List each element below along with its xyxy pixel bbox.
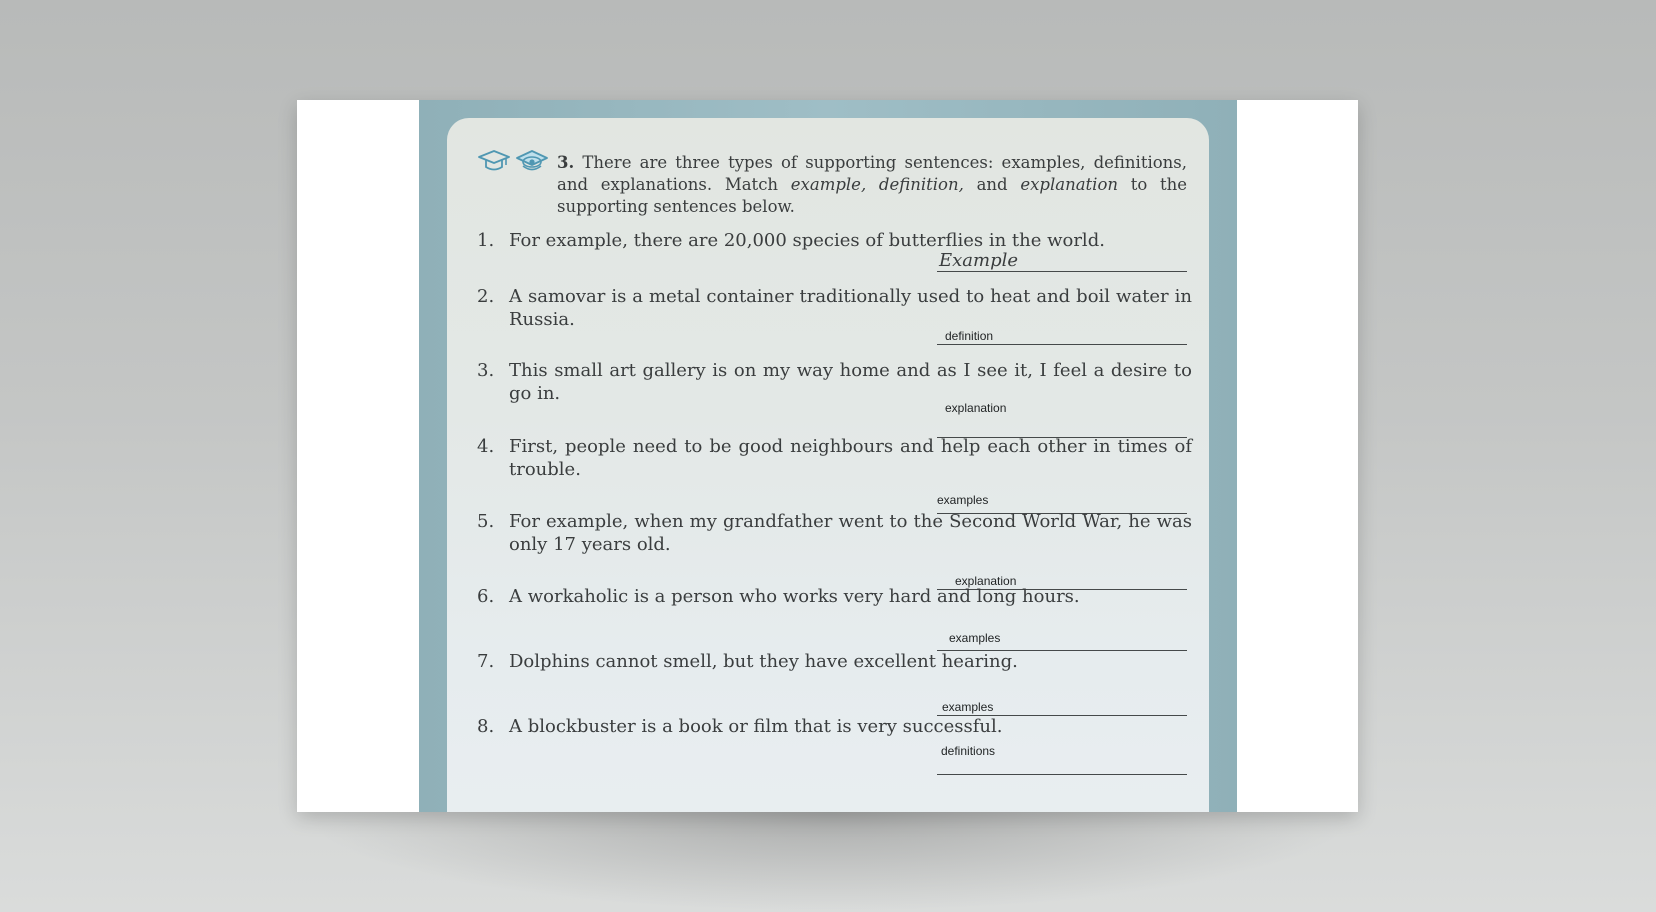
answer-text: examples (942, 700, 994, 714)
item-sentence: A workaholic is a person who works very hard and long hours. (509, 586, 1080, 607)
item-sentence: For example, there are 20,000 species of butterflies in the world. (509, 230, 1105, 251)
answer-text: examples (949, 631, 1001, 645)
item-sentence: For example, when my grandfather went to the Second World War, he was only 17 years old. (509, 511, 1192, 555)
list-item (477, 230, 1192, 253)
answer-line[interactable] (937, 738, 1187, 775)
exercise-number: 3. (557, 153, 575, 172)
item-number: 4. (477, 436, 495, 457)
item-sentence: First, people need to be good neighbours and help each other in times of trouble. (509, 436, 1192, 480)
item-number: 1. (477, 230, 495, 251)
list-item (477, 586, 1192, 609)
item-sentence: A blockbuster is a book or film that is very successful. (509, 716, 1003, 737)
graduation-cap-icon (477, 148, 511, 174)
term-definition: definition, (878, 175, 964, 194)
answer-line[interactable] (937, 695, 1187, 716)
viewer-shadow (300, 812, 1360, 912)
instruction-text-end: to the supporting sentences below. (557, 175, 1188, 216)
answer-line[interactable] (937, 630, 1187, 651)
image-viewer-frame (297, 100, 1358, 812)
textbook-photo (419, 100, 1237, 812)
item-sentence: This small art gallery is on my way home and as I see it, I feel a desire to go in. (509, 360, 1192, 404)
answer-line[interactable] (937, 399, 1187, 438)
item-number: 3. (477, 360, 495, 381)
item-number: 6. (477, 586, 495, 607)
answer-text: definitions (941, 744, 996, 758)
exercise-icons (477, 148, 557, 174)
textbook-page (447, 118, 1209, 812)
instruction-text: There are three types of supporting sentences: examples, definitions, and explanations. Match (557, 153, 1188, 194)
item-number: 7. (477, 651, 495, 672)
answer-line[interactable] (937, 324, 1187, 345)
answer-text: Example (939, 250, 1019, 271)
instruction-and: and (976, 175, 1008, 194)
list-item (477, 511, 1192, 556)
item-sentence: A samovar is a metal container traditionally used to heat and boil water in Russia. (509, 286, 1192, 330)
list-item (477, 651, 1192, 674)
term-example: example, (790, 175, 867, 194)
item-number: 2. (477, 286, 495, 307)
answer-text: definition (945, 329, 994, 343)
answer-line[interactable] (937, 251, 1187, 272)
answer-text: explanation (955, 574, 1017, 588)
item-number: 8. (477, 716, 495, 737)
item-number: 5. (477, 511, 495, 532)
list-item (477, 716, 1192, 739)
term-explanation: explanation (1020, 175, 1119, 194)
eye-cap-icon (515, 148, 549, 174)
answer-text: explanation (945, 401, 1007, 415)
list-item (477, 436, 1192, 481)
item-sentence: Dolphins cannot smell, but they have excellent hearing. (509, 651, 1018, 672)
answer-text: examples (937, 493, 989, 507)
exercise-instructions (557, 152, 1187, 218)
